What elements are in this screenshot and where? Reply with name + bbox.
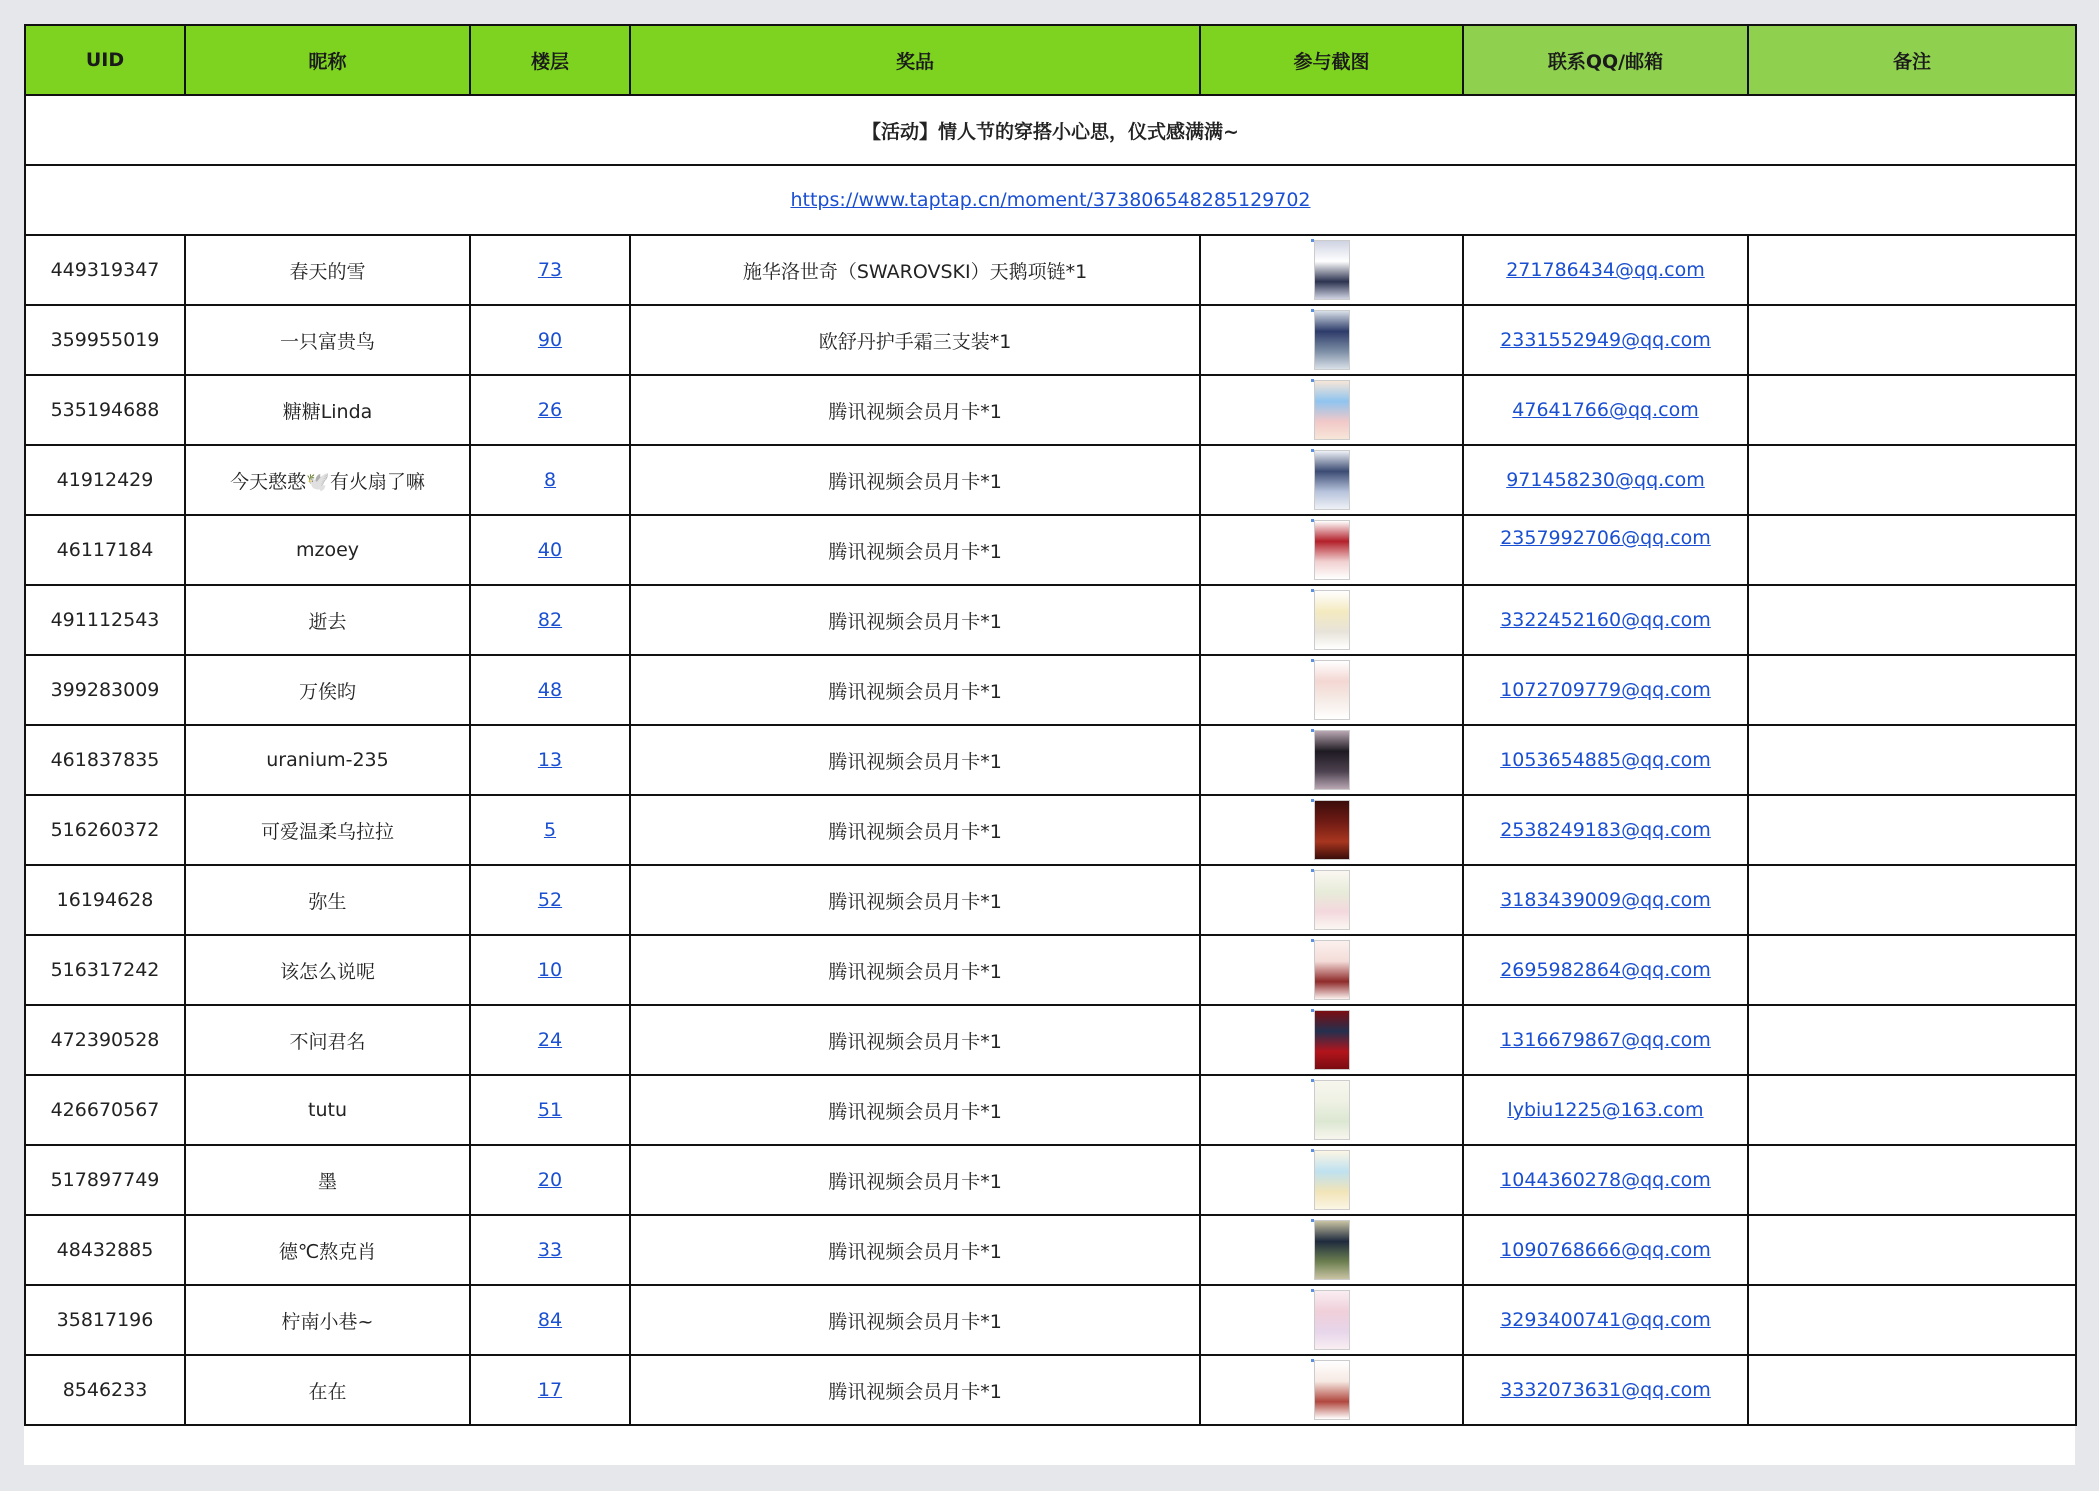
- nickname-cell[interactable]: 墨: [185, 1145, 470, 1215]
- nickname-cell[interactable]: 德℃熬克肖: [185, 1215, 470, 1285]
- prize-cell[interactable]: 腾讯视频会员月卡*1: [630, 1355, 1200, 1425]
- contact-cell[interactable]: [1463, 1005, 1748, 1075]
- floor-link[interactable]: 52: [537, 889, 563, 911]
- nickname-cell[interactable]: 该怎么说呢: [185, 935, 470, 1005]
- uid-cell[interactable]: 48432885: [25, 1215, 185, 1285]
- note-cell[interactable]: [1748, 1285, 2076, 1355]
- screenshot-cell[interactable]: [1200, 865, 1463, 935]
- spreadsheet-sheet: [24, 24, 2075, 1465]
- contact-link[interactable]: 2695982864@qq.com: [1500, 959, 1711, 981]
- contact-link[interactable]: 971458230@qq.com: [1506, 469, 1705, 491]
- floor-cell[interactable]: [470, 935, 630, 1005]
- note-cell[interactable]: [1748, 585, 2076, 655]
- nickname-cell[interactable]: 在在: [185, 1355, 470, 1425]
- screenshot-thumbnail-image[interactable]: [1314, 660, 1350, 720]
- table-row: [25, 795, 2076, 865]
- floor-link[interactable]: 13: [537, 749, 563, 771]
- note-cell[interactable]: [1748, 1145, 2076, 1215]
- contact-cell[interactable]: [1463, 865, 1748, 935]
- floor-link[interactable]: 24: [537, 1029, 563, 1051]
- table-row: [25, 1145, 2076, 1215]
- screenshot-thumbnail-image[interactable]: [1314, 1150, 1350, 1210]
- header-uid[interactable]: UID: [25, 25, 185, 95]
- nickname-cell[interactable]: tutu: [185, 1075, 470, 1145]
- contact-link[interactable]: 3293400741@qq.com: [1500, 1309, 1711, 1331]
- floor-cell[interactable]: [470, 1355, 630, 1425]
- note-cell[interactable]: [1748, 1215, 2076, 1285]
- table-row: [25, 935, 2076, 1005]
- screenshot-cell[interactable]: [1200, 1005, 1463, 1075]
- floor-cell[interactable]: [470, 515, 630, 585]
- contact-cell[interactable]: [1463, 935, 1748, 1005]
- uid-cell[interactable]: 491112543: [25, 585, 185, 655]
- table-row: [25, 655, 2076, 725]
- prize-cell[interactable]: 腾讯视频会员月卡*1: [630, 585, 1200, 655]
- uid-cell[interactable]: 516260372: [25, 795, 185, 865]
- screenshot-cell[interactable]: [1200, 795, 1463, 865]
- table-row: [25, 1075, 2076, 1145]
- floor-link[interactable]: 10: [537, 959, 563, 981]
- contact-link[interactable]: 3183439009@qq.com: [1500, 889, 1711, 911]
- floor-cell[interactable]: [470, 865, 630, 935]
- screenshot-cell[interactable]: [1200, 1355, 1463, 1425]
- uid-cell[interactable]: 359955019: [25, 305, 185, 375]
- table-row: [25, 305, 2076, 375]
- screenshot-thumbnail-image[interactable]: [1314, 590, 1350, 650]
- note-cell[interactable]: [1748, 305, 2076, 375]
- floor-link[interactable]: 73: [537, 259, 563, 281]
- screenshot-thumbnail-image[interactable]: [1314, 240, 1350, 300]
- contact-cell[interactable]: [1463, 725, 1748, 795]
- uid-cell[interactable]: 426670567: [25, 1075, 185, 1145]
- nickname-cell[interactable]: 弥生: [185, 865, 470, 935]
- floor-cell[interactable]: [470, 1145, 630, 1215]
- table-row: [25, 1215, 2076, 1285]
- screenshot-thumbnail-image[interactable]: [1314, 940, 1350, 1000]
- screenshot-thumbnail-image[interactable]: [1314, 1290, 1350, 1350]
- screenshot-thumbnail-image[interactable]: [1314, 310, 1350, 370]
- screenshot-thumbnail-image[interactable]: [1314, 380, 1350, 440]
- prize-cell[interactable]: 腾讯视频会员月卡*1: [630, 1005, 1200, 1075]
- contact-cell[interactable]: [1463, 235, 1748, 305]
- floor-link[interactable]: 90: [537, 329, 563, 351]
- note-cell[interactable]: [1748, 1355, 2076, 1425]
- floor-link[interactable]: 8: [543, 469, 557, 491]
- floor-cell[interactable]: [470, 795, 630, 865]
- contact-cell[interactable]: [1463, 445, 1748, 515]
- floor-cell[interactable]: [470, 1285, 630, 1355]
- floor-cell[interactable]: [470, 445, 630, 515]
- prize-cell[interactable]: 腾讯视频会员月卡*1: [630, 515, 1200, 585]
- screenshot-cell[interactable]: [1200, 585, 1463, 655]
- prize-cell[interactable]: 腾讯视频会员月卡*1: [630, 1075, 1200, 1145]
- prize-cell[interactable]: 腾讯视频会员月卡*1: [630, 795, 1200, 865]
- nickname-cell[interactable]: 一只富贵鸟: [185, 305, 470, 375]
- floor-link[interactable]: 33: [537, 1239, 563, 1261]
- screenshot-thumbnail-image[interactable]: [1314, 730, 1350, 790]
- floor-cell[interactable]: [470, 375, 630, 445]
- prize-cell[interactable]: 腾讯视频会员月卡*1: [630, 725, 1200, 795]
- activity-link-row: [25, 165, 2076, 235]
- screenshot-thumbnail-image[interactable]: [1314, 1010, 1350, 1070]
- floor-link[interactable]: 26: [537, 399, 563, 421]
- floor-cell[interactable]: [470, 1215, 630, 1285]
- prize-cell[interactable]: 腾讯视频会员月卡*1: [630, 445, 1200, 515]
- contact-link[interactable]: 1090768666@qq.com: [1500, 1239, 1711, 1261]
- table-row: [25, 445, 2076, 515]
- floor-link[interactable]: 51: [537, 1099, 563, 1121]
- screenshot-cell[interactable]: [1200, 655, 1463, 725]
- floor-cell[interactable]: [470, 1075, 630, 1145]
- floor-cell[interactable]: [470, 585, 630, 655]
- prize-cell[interactable]: 腾讯视频会员月卡*1: [630, 1145, 1200, 1215]
- prize-cell[interactable]: 欧舒丹护手霜三支装*1: [630, 305, 1200, 375]
- contact-link[interactable]: 47641766@qq.com: [1512, 399, 1699, 421]
- uid-cell[interactable]: 399283009: [25, 655, 185, 725]
- floor-link[interactable]: 17: [537, 1379, 563, 1401]
- note-cell[interactable]: [1748, 445, 2076, 515]
- table-row: [25, 235, 2076, 305]
- screenshot-thumbnail-image[interactable]: [1314, 450, 1350, 510]
- floor-link[interactable]: 40: [537, 539, 563, 561]
- prize-cell[interactable]: 腾讯视频会员月卡*1: [630, 1285, 1200, 1355]
- uid-cell[interactable]: 449319347: [25, 235, 185, 305]
- floor-cell[interactable]: [470, 235, 630, 305]
- activity-title-row: [25, 95, 2076, 165]
- screenshot-thumbnail-image[interactable]: [1314, 1080, 1350, 1140]
- contact-cell[interactable]: [1463, 305, 1748, 375]
- note-cell[interactable]: [1748, 935, 2076, 1005]
- screenshot-thumbnail-image[interactable]: [1314, 1360, 1350, 1420]
- table-row: [25, 1285, 2076, 1355]
- contact-cell[interactable]: [1463, 1075, 1748, 1145]
- nickname-cell[interactable]: 万俟昀: [185, 655, 470, 725]
- screenshot-cell[interactable]: [1200, 375, 1463, 445]
- uid-cell[interactable]: 517897749: [25, 1145, 185, 1215]
- note-cell[interactable]: [1748, 515, 2076, 585]
- contact-link[interactable]: 3332073631@qq.com: [1500, 1379, 1711, 1401]
- screenshot-thumbnail-image[interactable]: [1314, 1220, 1350, 1280]
- contact-cell[interactable]: [1463, 1285, 1748, 1355]
- contact-cell[interactable]: [1463, 515, 1748, 585]
- note-cell[interactable]: [1748, 725, 2076, 795]
- contact-cell[interactable]: [1463, 585, 1748, 655]
- nickname-cell[interactable]: 逝去: [185, 585, 470, 655]
- screenshot-thumbnail-image[interactable]: [1314, 870, 1350, 930]
- contact-link[interactable]: 2538249183@qq.com: [1500, 819, 1711, 841]
- floor-link[interactable]: 82: [537, 609, 563, 631]
- uid-cell[interactable]: 8546233: [25, 1355, 185, 1425]
- nickname-cell[interactable]: 可爱温柔乌拉拉: [185, 795, 470, 865]
- uid-cell[interactable]: 461837835: [25, 725, 185, 795]
- nickname-cell[interactable]: 今天憨憨🕊️有火扇了嘛: [185, 445, 470, 515]
- header-floor[interactable]: 楼层: [470, 25, 630, 95]
- nickname-cell[interactable]: uranium-235: [185, 725, 470, 795]
- screenshot-cell[interactable]: [1200, 1145, 1463, 1215]
- screenshot-cell[interactable]: [1200, 1215, 1463, 1285]
- contact-link[interactable]: lybiu1225@163.com: [1507, 1099, 1704, 1121]
- contact-link[interactable]: 1053654885@qq.com: [1500, 749, 1711, 771]
- screenshot-cell[interactable]: [1200, 515, 1463, 585]
- screenshot-cell[interactable]: [1200, 725, 1463, 795]
- activity-link[interactable]: https://www.taptap.cn/moment/373806548285129702: [790, 189, 1311, 211]
- note-cell[interactable]: [1748, 655, 2076, 725]
- winners-table: [24, 24, 2077, 1426]
- nickname-cell[interactable]: 不问君名: [185, 1005, 470, 1075]
- floor-cell[interactable]: [470, 725, 630, 795]
- uid-cell[interactable]: 41912429: [25, 445, 185, 515]
- contact-link[interactable]: 1316679867@qq.com: [1500, 1029, 1711, 1051]
- table-row: [25, 865, 2076, 935]
- note-cell[interactable]: [1748, 795, 2076, 865]
- contact-cell[interactable]: [1463, 1355, 1748, 1425]
- floor-cell[interactable]: [470, 655, 630, 725]
- contact-cell[interactable]: [1463, 795, 1748, 865]
- activity-title[interactable]: 【活动】情人节的穿搭小心思，仪式感满满~: [25, 95, 2076, 165]
- floor-link[interactable]: 84: [537, 1309, 563, 1331]
- screenshot-cell[interactable]: [1200, 1285, 1463, 1355]
- contact-cell[interactable]: [1463, 375, 1748, 445]
- uid-cell[interactable]: 35817196: [25, 1285, 185, 1355]
- uid-cell[interactable]: 16194628: [25, 865, 185, 935]
- header-contact[interactable]: 联系QQ/邮箱: [1463, 25, 1748, 95]
- floor-cell[interactable]: [470, 1005, 630, 1075]
- screenshot-cell[interactable]: [1200, 305, 1463, 375]
- note-cell[interactable]: [1748, 235, 2076, 305]
- screenshot-thumbnail-image[interactable]: [1314, 520, 1350, 580]
- contact-link[interactable]: 3322452160@qq.com: [1500, 609, 1711, 631]
- floor-link[interactable]: 48: [537, 679, 563, 701]
- prize-cell[interactable]: 施华洛世奇（SWAROVSKI）天鹅项链*1: [630, 235, 1200, 305]
- uid-cell[interactable]: 535194688: [25, 375, 185, 445]
- contact-link[interactable]: 271786434@qq.com: [1506, 259, 1705, 281]
- header-row: [25, 25, 2076, 95]
- header-note[interactable]: 备注: [1748, 25, 2076, 95]
- uid-cell[interactable]: 516317242: [25, 935, 185, 1005]
- screenshot-cell[interactable]: [1200, 445, 1463, 515]
- floor-link[interactable]: 5: [543, 819, 557, 841]
- table-row: [25, 585, 2076, 655]
- note-cell[interactable]: [1748, 1005, 2076, 1075]
- nickname-cell[interactable]: 春天的雪: [185, 235, 470, 305]
- table-row: [25, 725, 2076, 795]
- header-screenshot[interactable]: 参与截图: [1200, 25, 1463, 95]
- contact-cell[interactable]: [1463, 1145, 1748, 1215]
- uid-cell[interactable]: 472390528: [25, 1005, 185, 1075]
- contact-link[interactable]: 1044360278@qq.com: [1500, 1169, 1711, 1191]
- contact-link[interactable]: 2331552949@qq.com: [1500, 329, 1711, 351]
- floor-link[interactable]: 20: [537, 1169, 563, 1191]
- nickname-cell[interactable]: 柠南小巷~: [185, 1285, 470, 1355]
- activity-link-cell[interactable]: [25, 165, 2076, 235]
- floor-cell[interactable]: [470, 305, 630, 375]
- prize-cell[interactable]: 腾讯视频会员月卡*1: [630, 655, 1200, 725]
- note-cell[interactable]: [1748, 865, 2076, 935]
- prize-cell[interactable]: 腾讯视频会员月卡*1: [630, 1215, 1200, 1285]
- contact-cell[interactable]: [1463, 655, 1748, 725]
- prize-cell[interactable]: 腾讯视频会员月卡*1: [630, 865, 1200, 935]
- screenshot-cell[interactable]: [1200, 1075, 1463, 1145]
- header-nickname[interactable]: 昵称: [185, 25, 470, 95]
- contact-link[interactable]: 1072709779@qq.com: [1500, 679, 1711, 701]
- screenshot-thumbnail-image[interactable]: [1314, 800, 1350, 860]
- screenshot-cell[interactable]: [1200, 935, 1463, 1005]
- table-row: [25, 515, 2076, 585]
- table-row: [25, 1355, 2076, 1425]
- table-row: [25, 375, 2076, 445]
- nickname-cell[interactable]: mzoey: [185, 515, 470, 585]
- note-cell[interactable]: [1748, 1075, 2076, 1145]
- contact-cell[interactable]: [1463, 1215, 1748, 1285]
- contact-link[interactable]: 2357992706@qq.com: [1500, 527, 1711, 549]
- prize-cell[interactable]: 腾讯视频会员月卡*1: [630, 935, 1200, 1005]
- prize-cell[interactable]: 腾讯视频会员月卡*1: [630, 375, 1200, 445]
- table-row: [25, 1005, 2076, 1075]
- nickname-cell[interactable]: 糖糖Linda: [185, 375, 470, 445]
- note-cell[interactable]: [1748, 375, 2076, 445]
- header-prize[interactable]: 奖品: [630, 25, 1200, 95]
- screenshot-cell[interactable]: [1200, 235, 1463, 305]
- uid-cell[interactable]: 46117184: [25, 515, 185, 585]
